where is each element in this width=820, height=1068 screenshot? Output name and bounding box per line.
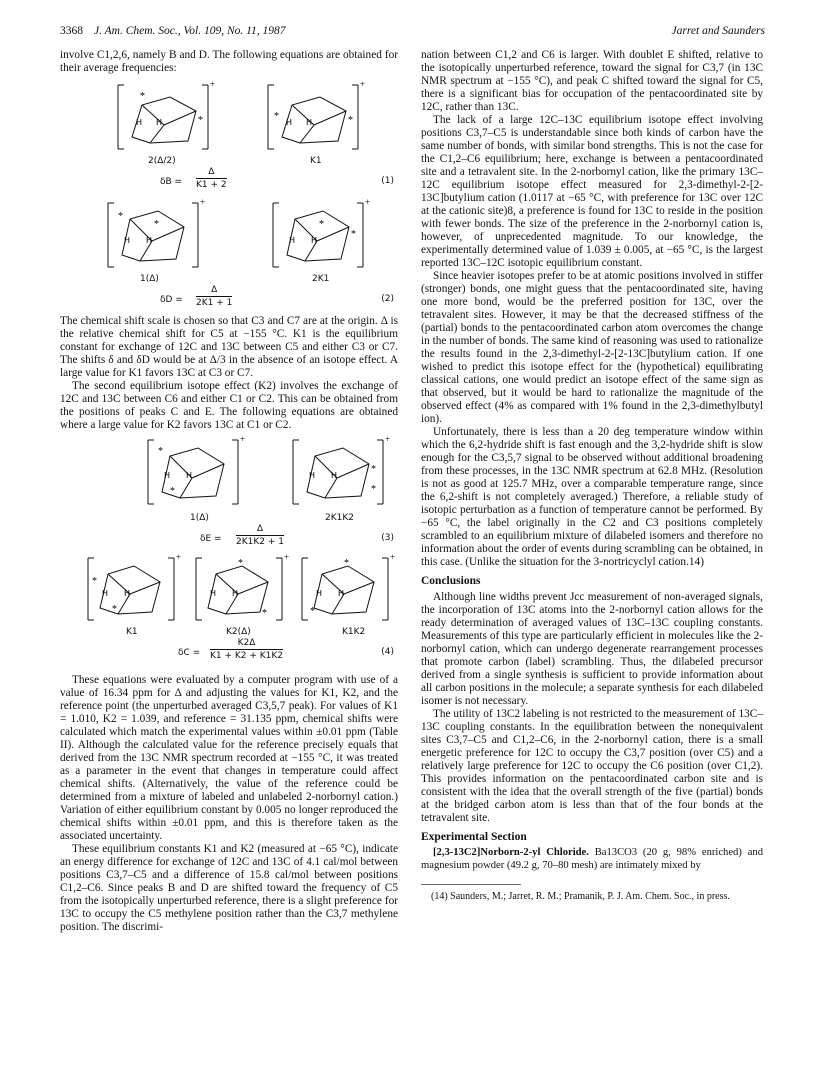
svg-text:H: H xyxy=(306,118,313,127)
equation-3 xyxy=(60,524,398,550)
svg-text:H: H xyxy=(102,589,109,598)
svg-text:*: * xyxy=(238,558,243,569)
svg-text:*: * xyxy=(112,604,117,615)
structure-label: 2K1 xyxy=(312,274,330,284)
svg-text:*: * xyxy=(154,219,159,230)
svg-text:H: H xyxy=(286,118,293,127)
equation-number: (1) xyxy=(381,176,394,186)
norbornyl-structure-b2 xyxy=(260,79,370,153)
paragraph: Unfortunately, there is less than a 20 deg temperature window within which the 6,2-hydride shift is fast enough and the 3,2-hydride shift is slow enough for the C3,5,7 signal to be observed without additional broadening from these processes, in the 13C NMR spectrum at 62.8 MHz. (Resolution is not as good at 125.7 MHz, over a comparable temperature range, since the 6,2-shift is not completely averaged.) Therefore, a reliable study of isotopic perturbation as a function of temperature cannot be performed. By −65 °C, the label originally in the C2 and C3 positions completely scrambled to an equilibrium mixture of dilabeled isomers and therefore no information about the order of events during scrambling can be obtained, in this case. (Unlike the situation for the 3-nortricyclyl cation.14) xyxy=(421,426,763,568)
svg-text:*: * xyxy=(348,115,353,126)
svg-text:H: H xyxy=(186,471,193,480)
svg-text:*: * xyxy=(310,606,315,617)
svg-text:H: H xyxy=(136,118,143,127)
footnote: (14) Saunders, M.; Jarret, R. M.; Pramanik, P. J. Am. Chem. Soc., in press. xyxy=(431,891,730,903)
structure-label: K1K2 xyxy=(342,627,366,637)
svg-text:H: H xyxy=(232,589,239,598)
equation-number: (3) xyxy=(381,533,394,543)
numerator: Δ xyxy=(236,524,284,536)
equation-number: (2) xyxy=(381,294,394,304)
page-number: 3368 xyxy=(60,25,83,37)
running-authors: Jarret and Saunders xyxy=(671,25,765,37)
svg-text:*: * xyxy=(371,464,376,475)
svg-text:+: + xyxy=(176,554,182,562)
svg-text:+: + xyxy=(365,197,371,207)
structure-labels-eq4 xyxy=(60,626,398,638)
svg-text:+: + xyxy=(210,79,216,89)
denominator: K1 + 2 xyxy=(196,180,227,190)
experimental-subheading: [2,3-13C2]Norborn-2-yl Chloride. xyxy=(433,847,589,858)
paragraph: These equilibrium constants K1 and K2 (measured at −65 °C), indicate an energy difference for exchange of 12C and 13C of 4.1 cal/mol between positions C3,7–C5 and a difference of 15.8 cal/mol between positions C1,2–C6. Since peaks B and D are shifted toward the frequency of C5 from the isotopically unperturbed reference, there is a slight preference for 13C to occupy the C5 methylene position rather than the C3,7 methylene position. The discrimi- xyxy=(60,843,398,933)
paragraph: nation between C1,2 and C6 is larger. With doublet E shifted, relative to the isotopically unperturbed reference, toward the signal for C3,7 (in 13C NMR spectrum at −155 °C), and peak C shifted toward the signal for C5, there is a significant bias for occupation of the pentacoordinated site by 12C, rather than 13C. xyxy=(421,49,763,113)
structure-row-eq3 xyxy=(60,432,398,512)
svg-text:+: + xyxy=(200,197,206,207)
norbornyl-structure-b1 xyxy=(110,79,220,153)
norbornyl-structure-d1 xyxy=(100,197,210,271)
svg-text:+: + xyxy=(284,554,290,562)
paragraph: The chemical shift scale is chosen so that C3 and C7 are at the origin. Δ is the relative chemical shift for C5 at −155 °C. K1 is the equilibrium constant for exchange of 12C and 13C between C5 and either C3 or C7. The shifts δ and δD would be at Δ/3 in the absence of an isotope effect. A large value for K1 favors 13C at C3 or C7. xyxy=(60,315,398,379)
equation-number: (4) xyxy=(381,647,394,657)
equation-fraction xyxy=(196,285,232,309)
svg-text:H: H xyxy=(316,589,323,598)
structure-label: 2K1K2 xyxy=(325,513,354,523)
norbornyl-structure-c1 xyxy=(82,554,182,624)
denominator: 2K1 + 1 xyxy=(196,298,233,308)
norbornyl-structure-c2 xyxy=(190,554,290,624)
structure-labels-eq3 xyxy=(60,512,398,524)
svg-text:*: * xyxy=(170,486,175,497)
structure-label: 1(Δ) xyxy=(140,274,159,284)
right-column xyxy=(421,49,763,903)
running-header xyxy=(60,25,765,41)
structure-label: 1(Δ) xyxy=(190,513,209,523)
paragraph: The second equilibrium isotope effect (K2) involves the exchange of 12C and 13C between C6 and either C1 or C2. This can be obtained from the positions of peaks C and E. The following equations are obtained where a large value for K2 favors 13C at C1 or C2. xyxy=(60,380,398,431)
svg-text:H: H xyxy=(124,589,131,598)
denominator: K1 + K2 + K1K2 xyxy=(210,651,284,661)
equation-lhs: δD = xyxy=(160,295,183,305)
numerator: Δ xyxy=(196,285,232,297)
denominator: 2K1K2 + 1 xyxy=(236,537,284,547)
svg-text:*: * xyxy=(198,115,203,126)
svg-text:H: H xyxy=(309,471,316,480)
norbornyl-structure-e2 xyxy=(285,436,395,508)
section-heading-conclusions: Conclusions xyxy=(421,575,481,587)
equation-fraction xyxy=(210,638,283,662)
svg-text:H: H xyxy=(311,236,318,245)
svg-text:H: H xyxy=(164,471,171,480)
equation-4 xyxy=(60,638,398,664)
svg-text:+: + xyxy=(385,436,391,444)
svg-text:+: + xyxy=(390,554,396,562)
paragraph: The utility of 13C2 labeling is not restricted to the measurement of 13C–13C coupling constants. In the equilibration between the nonequivalent sites C3,7–C5 and C1,2–C6, in the 2-norbornyl cation, there is a small energetic preference for 12C to occupy the C3,7 position (over C5) and a relatively large preference for 12C to occupy the C6 position (over C1,2). This provides information on the pentacoordinated carbon site and is consistent with the idea that the overall strength of the five (partial) bonds at the bridged carbon atom is less than that of the four bonds at the tetravalent site. xyxy=(421,708,763,824)
equation-lhs: δB = xyxy=(160,177,183,187)
paragraph: These equations were evaluated by a computer program with use of a value of 16.34 ppm for Δ and adjusting the values for K1, K2, and the reference point (the unperturbed averaged C3,5,7 peak). For values of K1 = 1.010, K2 = 1.039, and reference = 31.135 ppm, chemical shifts were calculated which match the experimental values within ±0.01 ppm (Table II). Although the calculated value for the reference precisely equals that derived from the 13C NMR spectrum recorded at −155 °C, it was treated as a parameter in the event that changes in temperature could affect chemical shifts. (Alternatively, the value of the reference could be determined from a mixture of labeled and unlabeled 2-norbornyl cation.) Variation of either equilibrium constant by 0.005 no longer reproduced the chemical shifts within ±0.01 ppm, and this is therefore taken as the associated uncertainty. xyxy=(60,674,398,842)
equation-lhs: δC = xyxy=(178,648,201,658)
paragraph: Although line widths prevent Jcc measurement of non-averaged signals, the incorporation of 13C atoms into the 2-norbornyl cation allows for the ready determination of averaged values of 13C–13C coupling constants. Measurements of this type are particularly efficient in molecules like the 2-norbornyl cation, which can undergo degenerate rearrangement processes that promote carbon (label) scrambling. Thus, the dilabeled precursor derived from a single synthesis is sufficient to provide information about all carbon positions in the molecule; a separate synthesis for each dilabeled isomer is not necessary. xyxy=(421,591,763,707)
structure-label: 2(Δ/2) xyxy=(148,156,176,166)
svg-text:+: + xyxy=(240,436,246,444)
intro-paragraph: involve C1,2,6, namely B and D. The following equations are obtained for their average frequencies: xyxy=(60,49,398,74)
equation-1 xyxy=(60,167,398,193)
equation-2 xyxy=(60,285,398,311)
structure-row-eq4 xyxy=(60,550,398,626)
footnote-rule xyxy=(421,884,521,885)
section-heading-experimental: Experimental Section xyxy=(421,831,527,843)
svg-text:H: H xyxy=(331,471,338,480)
svg-text:*: * xyxy=(118,211,123,222)
svg-text:*: * xyxy=(351,229,356,240)
svg-text:+: + xyxy=(360,79,366,89)
equation-fraction xyxy=(196,167,227,191)
svg-text:*: * xyxy=(344,558,349,569)
svg-text:*: * xyxy=(371,484,376,495)
structure-label: K1 xyxy=(310,156,322,166)
svg-text:*: * xyxy=(319,219,324,230)
structure-label: K1 xyxy=(126,627,138,637)
structure-row-eq1 xyxy=(60,75,398,166)
svg-text:H: H xyxy=(156,118,163,127)
journal-citation: J. Am. Chem. Soc., Vol. 109, No. 11, 1987 xyxy=(94,25,286,37)
left-column xyxy=(60,49,398,934)
svg-text:H: H xyxy=(289,236,296,245)
structure-label: K2(Δ) xyxy=(226,627,251,637)
svg-text:*: * xyxy=(140,91,145,102)
svg-text:*: * xyxy=(92,576,97,587)
svg-text:*: * xyxy=(274,111,279,122)
paragraph: Since heavier isotopes prefer to be at atomic positions involved in stiffer (stronger) bonds, one might guess that the pentacoordinated site, having one more bond, would be the preferred position for 13C, over the tetravalent sites. However, it may be that the decreased stiffness of the (partial) bonds to the pentacoordinated carbon atom overcomes the change in the number of bonds. The same kind of reasoning was used to rationalize the results found in the 2,3-dimethyl-2-[2-13C]butylium cation. If one wished to predict this isotope effect for the (hypothetical) equilibrating classical cations, one would predict an isotope effect of the same sign as that observed, but it would be hard to rationalize the magnitude of the observed effect (4% as compared with 1% found in the 2,3-dimethylbutyl ion). xyxy=(421,270,763,425)
svg-text:H: H xyxy=(338,589,345,598)
svg-text:H: H xyxy=(124,236,131,245)
norbornyl-structure-d2 xyxy=(265,197,375,271)
experimental-text: Ba13CO3 (20 g, 98% enriched) and magnesium powder (49.2 g, 70–80 mesh) are intimately mixed by xyxy=(421,847,763,871)
paragraph: The lack of a large 12C–13C equilibrium isotope effect involving positions C3,7–C5 is understandable since both kinds of carbon have the same number of bonds, with similar bond strengths. This is not the case for the C1,2–C6 equilibrium; here, exchange is between a pentacoordinated site and a tetravalent site. In the 2-norbornyl cation, like the primary 13C–12C equilibrium isotope effect measured for 2,3-dimethyl-2-[2-13C]butylium cation (1.0117 at −65 °C, with preference for 13C over 12C at the cationic site)8, a preference is found for 13C to reside in the position with fewer bonds. The size of the preference in the 2-norbornyl cation is, however, of unprecedented magnitude. To our knowledge, the experimentally determined value of 1.039 ± 0.005, at −65 °C, is the largest reported 13C–12C isotopic equilibrium constant. xyxy=(421,114,763,269)
norbornyl-structure-e1 xyxy=(140,436,250,508)
svg-text:H: H xyxy=(146,236,153,245)
svg-text:*: * xyxy=(158,446,163,457)
experimental-paragraph xyxy=(421,847,763,872)
equation-fraction xyxy=(236,524,284,548)
structure-row-eq2 xyxy=(60,193,398,284)
norbornyl-structure-c3 xyxy=(296,554,396,624)
numerator: Δ xyxy=(196,167,227,179)
equation-lhs: δE = xyxy=(200,534,222,544)
numerator: K2Δ xyxy=(210,638,283,650)
svg-text:H: H xyxy=(210,589,217,598)
svg-text:*: * xyxy=(262,608,267,619)
